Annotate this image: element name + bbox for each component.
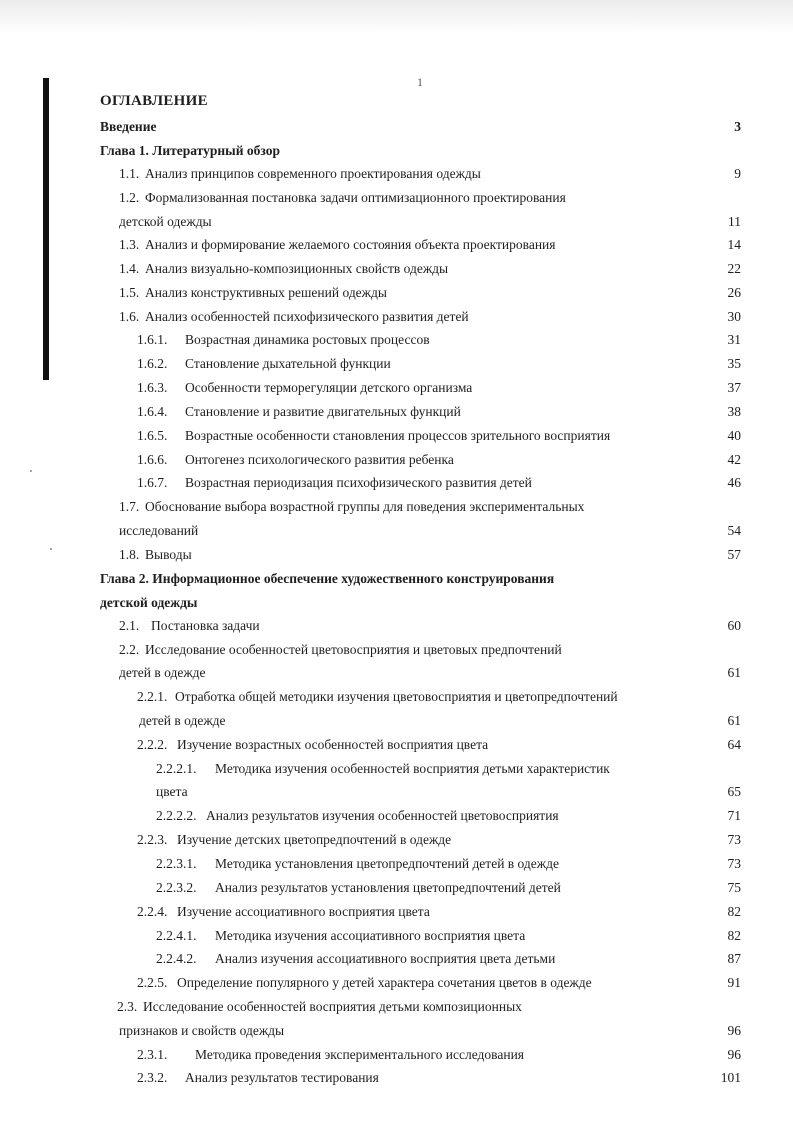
toc-entry[interactable]	[156, 806, 741, 826]
toc-entry-page: 26	[727, 285, 741, 300]
toc-entry[interactable]	[119, 188, 741, 208]
toc-entry[interactable]	[137, 354, 741, 374]
toc-entry-page: 9	[734, 166, 741, 181]
toc-entry-page: 37	[727, 380, 741, 395]
toc-entry-page: 73	[727, 856, 741, 871]
toc-entry-text: детской одежды	[119, 214, 212, 229]
toc-entry-text: Анализ визуально-композиционных свойств одежды	[145, 261, 449, 276]
toc-entry-number: 2.3.	[117, 999, 138, 1014]
toc-entry[interactable]	[137, 473, 741, 493]
toc-entry-number: 2.2.2.	[137, 737, 168, 752]
toc-entry[interactable]	[137, 402, 741, 422]
toc-entry-number: 1.4.	[119, 261, 140, 276]
page-number: 1	[417, 75, 423, 89]
toc-entry[interactable]	[156, 878, 741, 898]
toc-entry-text: Изучение ассоциативного восприятия цвета	[177, 904, 430, 919]
toc-entry[interactable]	[156, 782, 741, 802]
toc-entry-text: Анализ конструктивных решений одежды	[145, 285, 387, 300]
toc-entry-number: 2.3.1.	[137, 1047, 168, 1062]
toc-entry[interactable]	[137, 378, 741, 398]
toc-entry-number: 1.5.	[119, 285, 140, 300]
toc-entry-number: 2.2.4.1.	[156, 928, 197, 943]
toc-entry[interactable]	[137, 426, 741, 446]
toc-entry-number: 1.2.	[119, 190, 140, 205]
toc-entry-text: Глава 2. Информационное обеспечение художественного конструирования	[100, 571, 555, 586]
toc-entry[interactable]	[119, 164, 741, 184]
toc-entry-number: 2.1.	[119, 618, 140, 633]
toc-entry[interactable]	[137, 1045, 741, 1065]
toc-entry-text: Постановка задачи	[151, 618, 260, 633]
toc-entry-number: 1.7.	[119, 499, 140, 514]
toc-entry-text: Анализ результатов тестирования	[185, 1070, 379, 1085]
toc-entry-text: Анализ принципов современного проектирования одежды	[145, 166, 481, 181]
toc-title: ОГЛАВЛЕНИЕ	[100, 93, 208, 109]
toc-entry[interactable]	[137, 735, 741, 755]
toc-entry-text: Методика установления цветопредпочтений детей в одежде	[215, 856, 559, 871]
toc-entry-page: 38	[727, 404, 741, 419]
toc-entry[interactable]	[156, 926, 741, 946]
toc-entry-text: Изучение детских цветопредпочтений в одежде	[177, 832, 452, 847]
toc-entry-page: 54	[727, 523, 741, 538]
toc-entry[interactable]	[119, 307, 741, 327]
toc-entry-text: Анализ изучения ассоциативного восприятия цвета детьми	[215, 951, 556, 966]
toc-entry[interactable]	[119, 1021, 741, 1041]
toc-entry-number: 2.2.	[119, 642, 140, 657]
toc-entry[interactable]	[119, 497, 741, 517]
toc-entry[interactable]	[119, 545, 741, 565]
toc-entry-text: Анализ особенностей психофизического развития детей	[145, 309, 469, 324]
toc-entry-number: 2.2.2.2.	[156, 808, 197, 823]
toc-entry-number: 1.6.3.	[137, 380, 168, 395]
toc-entry-text: Методика изучения ассоциативного восприятия цвета	[215, 928, 526, 943]
toc-entry-page: 87	[727, 951, 741, 966]
toc-entry-text: детей в одежде	[119, 665, 206, 680]
toc-entry[interactable]	[137, 1068, 741, 1088]
toc-entry-text: Формализованная постановка задачи оптимизационного проектирования	[145, 190, 566, 205]
toc-entry-page: 73	[727, 832, 741, 847]
toc-entry[interactable]	[119, 616, 741, 636]
toc-entry[interactable]	[156, 854, 741, 874]
toc-entry-number: 2.2.1.	[137, 689, 168, 704]
toc-entry-page: 61	[727, 665, 741, 680]
toc-entry-page: 60	[727, 618, 741, 633]
toc-entry-text: детей в одежде	[139, 713, 226, 728]
toc-entry-number: 2.3.2.	[137, 1070, 168, 1085]
toc-entry[interactable]	[139, 711, 741, 731]
toc-entry[interactable]	[119, 521, 741, 541]
toc-chapter[interactable]	[100, 141, 741, 161]
toc-entry-number: 1.6.1.	[137, 332, 168, 347]
toc-entry-number: 1.6.4.	[137, 404, 168, 419]
toc-entry-text: Становление и развитие двигательных функций	[185, 404, 461, 419]
toc-entry-number: 2.2.4.	[137, 904, 168, 919]
toc-entry-text: Анализ результатов установления цветопредпочтений детей	[215, 880, 561, 895]
toc-entry-page: 82	[727, 904, 741, 919]
toc-entry-page: 96	[727, 1047, 741, 1062]
toc-entry-text: Возрастные особенности становления процессов зрительного восприятия	[185, 428, 611, 443]
toc-entry[interactable]	[137, 973, 741, 993]
toc-entry-number: 1.6.7.	[137, 475, 168, 490]
toc-entry-text: Выводы	[145, 547, 192, 562]
toc-entry-text: Обоснование выбора возрастной группы для поведения экспериментальных	[145, 499, 585, 514]
toc-entry[interactable]	[137, 902, 741, 922]
toc-entry-page: 91	[727, 975, 741, 990]
toc-entry-page: 31	[727, 332, 741, 347]
toc-entry-page: 11	[728, 214, 741, 229]
toc-entry-page: 42	[727, 452, 741, 467]
toc-entry[interactable]	[119, 212, 741, 232]
toc-entry-text: Исследование особенностей цветовосприятия и цветовых предпочтений	[145, 642, 562, 657]
toc-entry-text: Отработка общей методики изучения цветовосприятия и цветопредпочтений	[175, 689, 618, 704]
toc-entry-page: 46	[727, 475, 741, 490]
toc-entry-page: 71	[727, 808, 741, 823]
toc-entry-page: 96	[727, 1023, 741, 1038]
toc-entry-text: признаков и свойств одежды	[119, 1023, 285, 1038]
toc-entry[interactable]	[156, 759, 741, 779]
toc-entry-page: 3	[734, 119, 741, 134]
toc-entry-text: Онтогенез психологического развития ребенка	[185, 452, 454, 467]
toc-entry[interactable]	[119, 663, 741, 683]
toc-entry-text: цвета	[156, 784, 188, 799]
toc-entry-text: детской одежды	[100, 595, 198, 610]
toc-entry-number: 1.6.5.	[137, 428, 168, 443]
toc-entry-page: 101	[720, 1070, 741, 1085]
toc-entry[interactable]	[119, 259, 741, 279]
toc-entry-page: 30	[727, 309, 741, 324]
toc-entry-number: 1.6.	[119, 309, 140, 324]
toc-entry[interactable]	[137, 330, 741, 350]
toc-entry-text: Методика проведения экспериментального исследования	[195, 1047, 524, 1062]
toc-entry-page: 14	[727, 237, 741, 252]
toc-entry-text: Возрастная динамика ростовых процессов	[185, 332, 430, 347]
toc-entry-page: 35	[727, 356, 741, 371]
toc-entry-text: Введение	[100, 119, 157, 134]
toc-chapter[interactable]	[100, 569, 741, 589]
toc-entry[interactable]	[119, 640, 741, 660]
toc-entry[interactable]	[156, 949, 741, 969]
toc-entry[interactable]	[100, 117, 741, 137]
toc-entry-number: 2.2.5.	[137, 975, 168, 990]
toc-entry-text: Методика изучения особенностей восприятия детьми характеристик	[215, 761, 610, 776]
toc-entry[interactable]	[137, 687, 741, 707]
toc-entry-page: 57	[727, 547, 741, 562]
toc-entry[interactable]	[119, 235, 741, 255]
toc-entry-number: 1.3.	[119, 237, 140, 252]
toc-entry-text: исследований	[119, 523, 199, 538]
toc-entry-number: 2.2.2.1.	[156, 761, 197, 776]
toc-entry-text: Исследование особенностей восприятия детьми композиционных	[143, 999, 522, 1014]
toc-entry-number: 1.8.	[119, 547, 140, 562]
toc-entry[interactable]	[137, 450, 741, 470]
toc-entry-text: Определение популярного у детей характера сочетания цветов в одежде	[177, 975, 592, 990]
toc-entry-number: 2.2.3.2.	[156, 880, 197, 895]
toc-entry-number: 1.6.6.	[137, 452, 168, 467]
toc-entry-page: 22	[727, 261, 741, 276]
toc-entry-number: 2.2.4.2.	[156, 951, 197, 966]
toc-entry-page: 75	[727, 880, 741, 895]
toc-entry-text: Изучение возрастных особенностей восприятия цвета	[177, 737, 489, 752]
toc-entry-text: Анализ результатов изучения особенностей цветовосприятия	[206, 808, 559, 823]
toc-entry-page: 82	[727, 928, 741, 943]
toc-entry-number: 1.1.	[119, 166, 140, 181]
toc-entry-page: 65	[727, 784, 741, 799]
toc-entry-page: 64	[727, 737, 741, 752]
toc-entry-number: 2.2.3.1.	[156, 856, 197, 871]
toc-entry-text: Особенности терморегуляции детского организма	[185, 380, 473, 395]
toc-entry-text: Глава 1. Литературный обзор	[100, 143, 280, 158]
toc-chapter[interactable]	[100, 593, 741, 613]
toc-entry-number: 1.6.2.	[137, 356, 168, 371]
toc-entry-text: Возрастная периодизация психофизического развития детей	[185, 475, 532, 490]
toc-entry[interactable]	[137, 830, 741, 850]
toc-entry[interactable]	[117, 997, 741, 1017]
toc-entry-text: Становление дыхательной функции	[185, 356, 391, 371]
toc-entry-page: 40	[727, 428, 741, 443]
toc-entry-text: Анализ и формирование желаемого состояния объекта проектирования	[145, 237, 556, 252]
toc-entry-number: 2.2.3.	[137, 832, 168, 847]
toc-entry[interactable]	[119, 283, 741, 303]
toc-entry-page: 61	[727, 713, 741, 728]
